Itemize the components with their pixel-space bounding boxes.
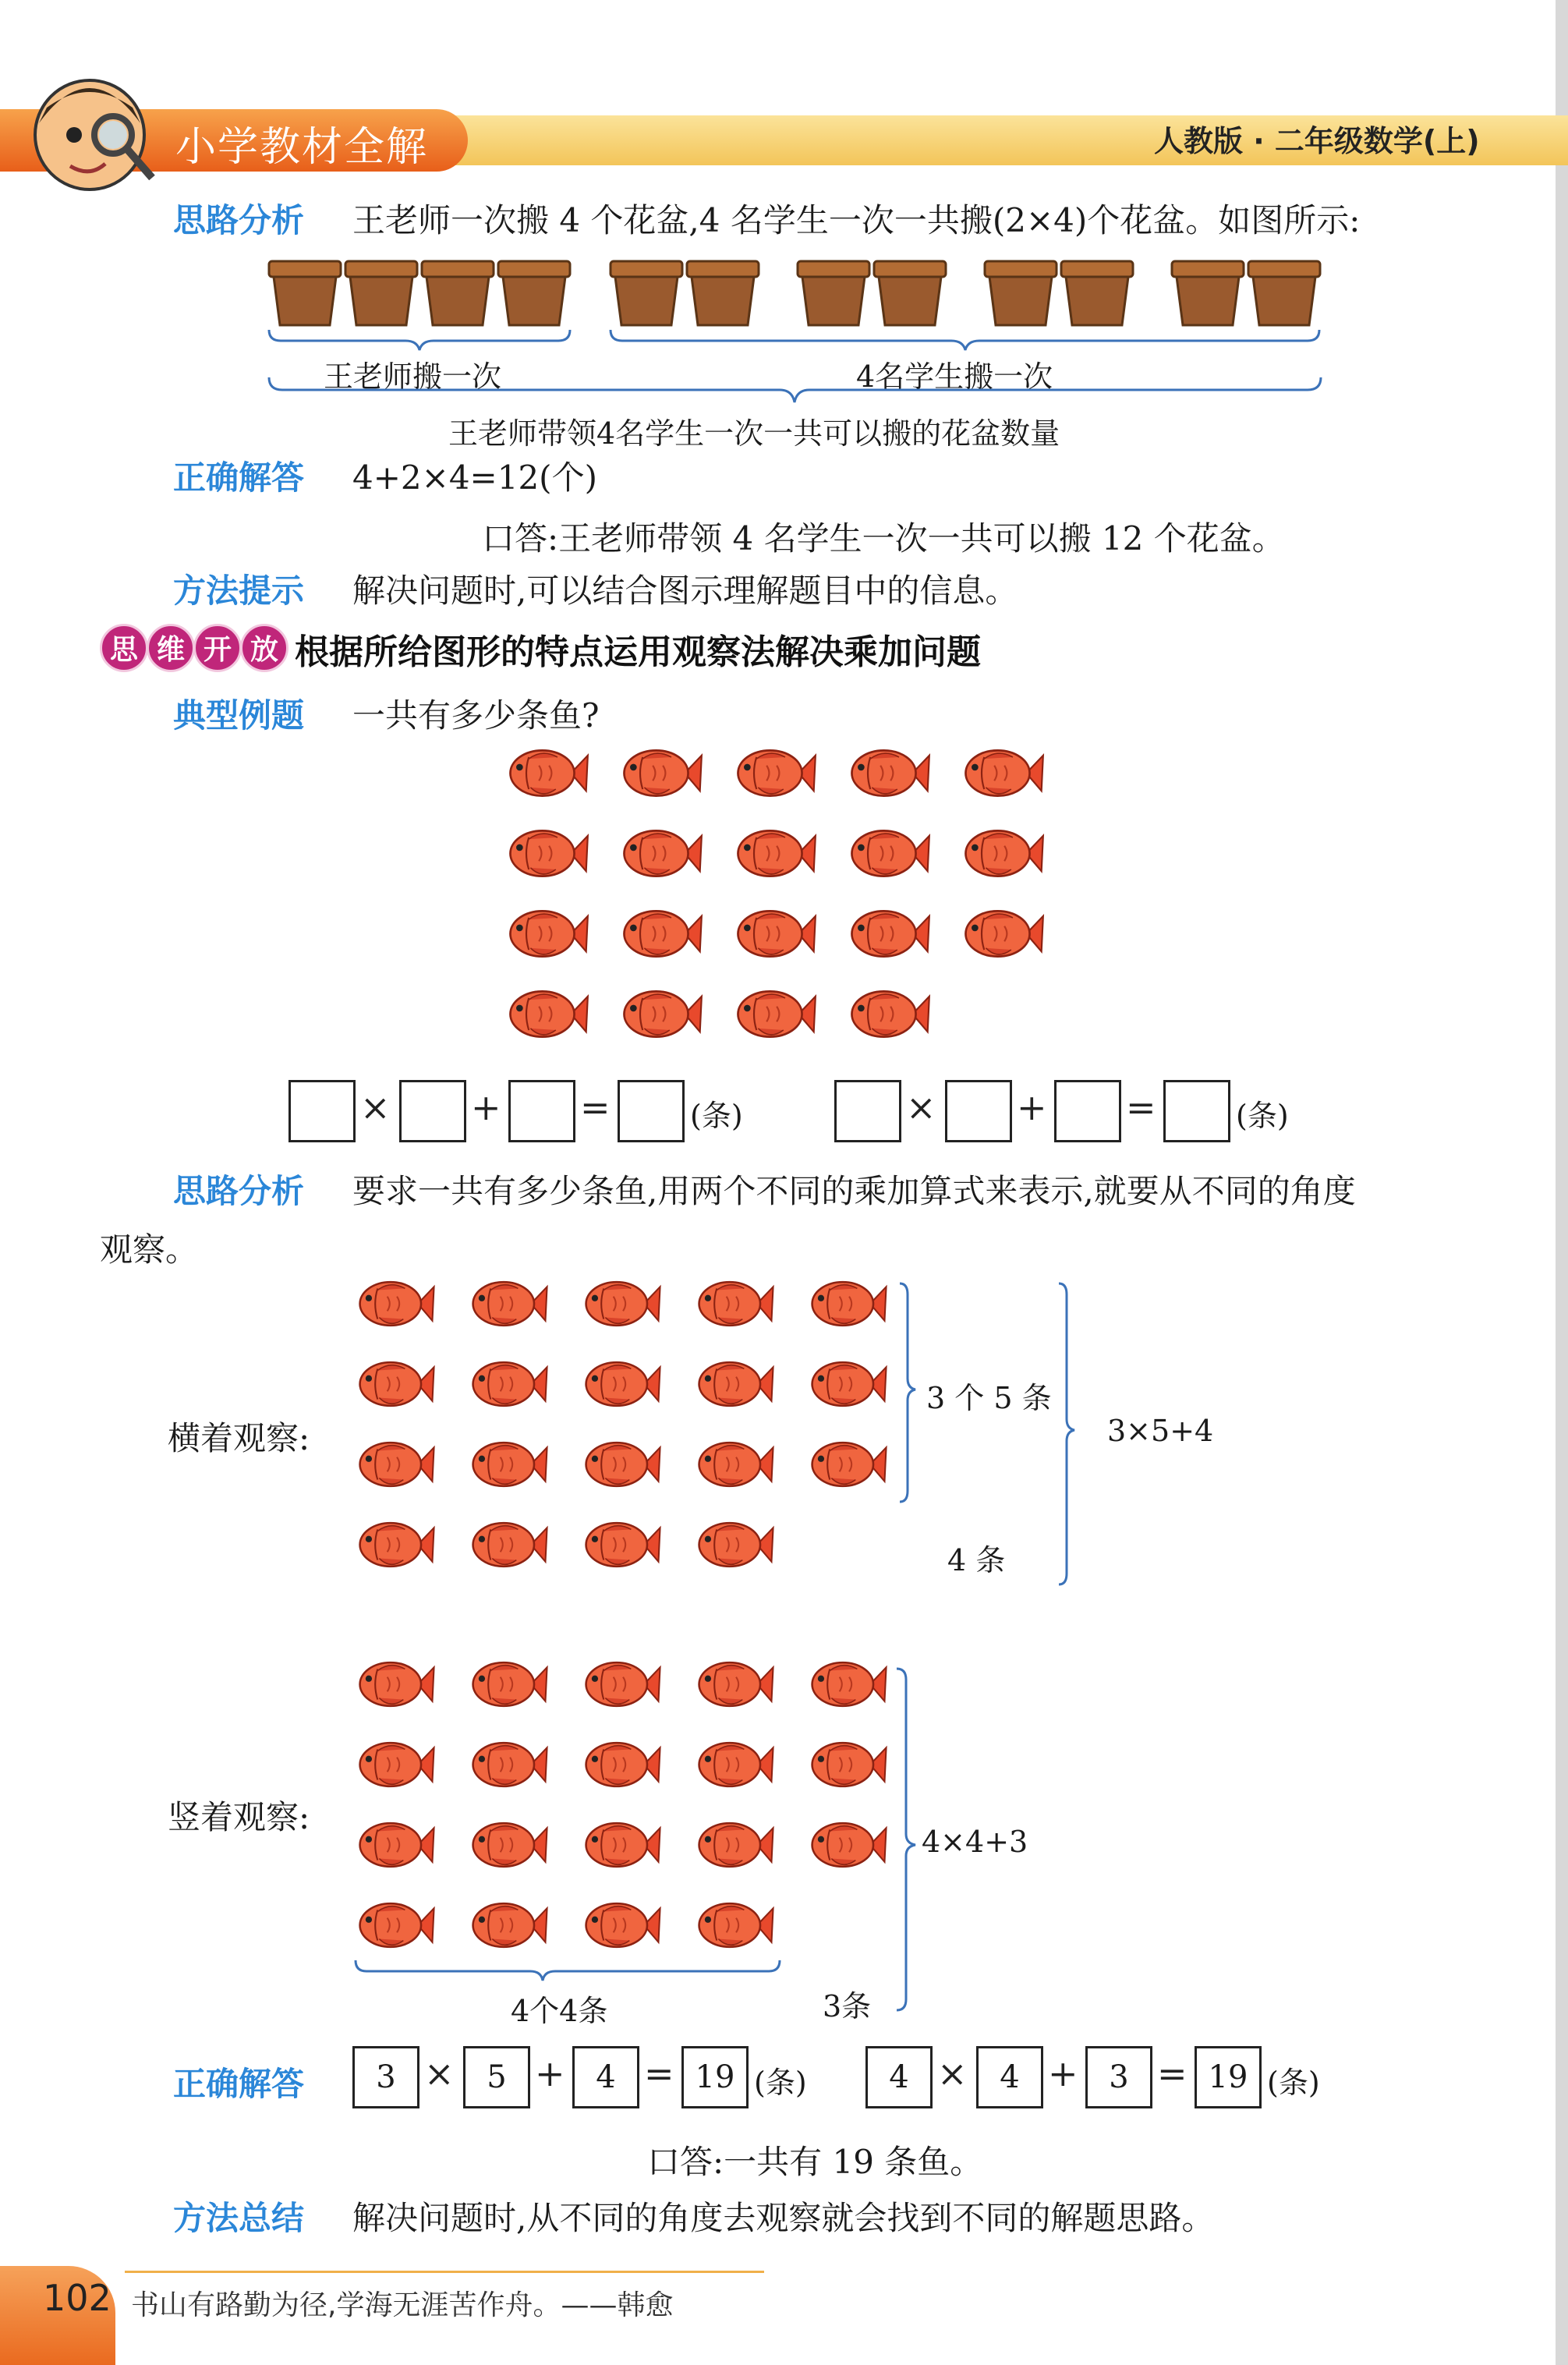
horizontal-group-label: 3 个 5 条 bbox=[926, 1381, 1052, 1415]
page-number: 102 bbox=[43, 2277, 111, 2319]
fish-icon bbox=[694, 1520, 775, 1573]
flower-pot-icon bbox=[1248, 261, 1320, 277]
flower-pot-icon bbox=[687, 261, 759, 277]
blank-box[interactable] bbox=[945, 1080, 1012, 1142]
fish-icon bbox=[581, 1439, 662, 1492]
fish-icon bbox=[847, 908, 931, 963]
horizontal-formula: 3×5+4 bbox=[1107, 1414, 1214, 1448]
fish-icon bbox=[355, 1520, 436, 1573]
filled-box: 4 bbox=[572, 2046, 639, 2108]
flower-pot-icon bbox=[1253, 277, 1315, 325]
filled-box: 4 bbox=[976, 2046, 1043, 2108]
flower-pot-icon bbox=[498, 261, 570, 277]
equals-sign: = bbox=[1157, 2052, 1188, 2094]
times-sign: × bbox=[906, 1086, 936, 1128]
fish-icon bbox=[505, 747, 589, 802]
answer-label: 正确解答 bbox=[173, 458, 305, 497]
vertical-rest-label: 3条 bbox=[823, 1989, 872, 2023]
unit-label: (条) bbox=[1236, 1099, 1289, 1133]
section-badge-1: 思 bbox=[100, 624, 148, 672]
fish-icon bbox=[355, 1439, 436, 1492]
book-edition: 人教版 · 二年级数学(上) bbox=[1154, 124, 1480, 158]
flower-pot-icon bbox=[1061, 261, 1133, 277]
fish-icon bbox=[807, 1359, 888, 1412]
answer2-label: 正确解答 bbox=[173, 2065, 305, 2103]
total-brace bbox=[265, 374, 1326, 409]
flower-pot-icon bbox=[422, 261, 494, 277]
fish-icon bbox=[694, 1279, 775, 1332]
plus-sign: + bbox=[471, 1086, 501, 1128]
fish-icon bbox=[581, 1279, 662, 1332]
fish-icon bbox=[694, 1359, 775, 1412]
equals-sign: = bbox=[644, 2052, 674, 2094]
flower-pot-icon bbox=[989, 277, 1052, 325]
analysis2-label: 思路分析 bbox=[173, 1172, 305, 1210]
flower-pot-icon bbox=[615, 277, 678, 325]
plus-sign: + bbox=[535, 2052, 565, 2094]
times-sign: × bbox=[360, 1086, 391, 1128]
vertical-group-label: 4个4条 bbox=[511, 1994, 608, 2028]
flower-pot-icon bbox=[611, 261, 682, 277]
flower-pot-icon bbox=[269, 261, 341, 277]
times-sign: × bbox=[424, 2052, 455, 2094]
fish-icon bbox=[733, 988, 817, 1043]
filled-box: 5 bbox=[463, 2046, 530, 2108]
summary-text: 解决问题时,从不同的角度去观察就会找到不同的解题思路。 bbox=[352, 2199, 1215, 2237]
fish-icon bbox=[505, 827, 589, 883]
flower-pot-icon bbox=[503, 277, 565, 325]
flower-pot-icon bbox=[345, 261, 417, 277]
book-title: 小学教材全解 bbox=[175, 124, 429, 171]
fish-icon bbox=[505, 908, 589, 963]
fish-icon bbox=[355, 1359, 436, 1412]
mascot-icon bbox=[16, 61, 164, 209]
horizontal-rest-label: 4 条 bbox=[947, 1543, 1006, 1577]
flower-pot-icon bbox=[985, 261, 1057, 277]
blank-box[interactable] bbox=[399, 1080, 466, 1142]
blank-box[interactable] bbox=[508, 1080, 575, 1142]
answer-equation: 4+2×4=12(个) bbox=[352, 458, 597, 497]
flower-pot-icon bbox=[1066, 277, 1128, 325]
brace-teacher-label: 王老师搬一次 bbox=[324, 359, 502, 394]
equals-sign: = bbox=[580, 1086, 611, 1128]
fish-icon bbox=[468, 1279, 549, 1332]
fish-icon bbox=[619, 747, 703, 802]
analysis-text: 王老师一次搬 4 个花盆,4 名学生一次一共搬(2×4)个花盆。如图所示: bbox=[352, 201, 1361, 239]
fish-icon bbox=[619, 908, 703, 963]
brace-total-label: 王老师带领4名学生一次一共可以搬的花盆数量 bbox=[448, 416, 1060, 451]
flower-pot-icon bbox=[350, 277, 412, 325]
filled-box: 19 bbox=[681, 2046, 749, 2108]
unit-label: (条) bbox=[754, 2066, 807, 2100]
fish-icon bbox=[468, 1520, 549, 1573]
filled-box: 3 bbox=[1085, 2046, 1152, 2108]
summary-label: 方法总结 bbox=[173, 2199, 305, 2237]
fish-icon bbox=[847, 747, 931, 802]
section-badge-2: 维 bbox=[147, 624, 195, 672]
fish-icon bbox=[807, 1279, 888, 1332]
answer2-reply: 口答:一共有 19 条鱼。 bbox=[647, 2143, 983, 2181]
filled-box: 4 bbox=[865, 2046, 933, 2108]
fish-icon bbox=[961, 827, 1045, 883]
flower-pot-icon bbox=[1172, 261, 1244, 277]
tip-label: 方法提示 bbox=[173, 572, 305, 610]
filled-box: 3 bbox=[352, 2046, 419, 2108]
fish-icon bbox=[581, 1359, 662, 1412]
vertical-label: 竖着观察: bbox=[168, 1798, 310, 1836]
flower-pot-icon bbox=[427, 277, 489, 325]
brace-students-label: 4名学生搬一次 bbox=[856, 359, 1053, 394]
blank-box[interactable] bbox=[618, 1080, 685, 1142]
horizontal-label: 横着观察: bbox=[168, 1419, 310, 1457]
analysis2-text-line1: 要求一共有多少条鱼,用两个不同的乘加算式来表示,就要从不同的角度 bbox=[352, 1172, 1356, 1210]
vertical-braces bbox=[351, 1653, 920, 2020]
flower-pot-icon bbox=[802, 277, 865, 325]
times-sign: × bbox=[937, 2052, 968, 2094]
blank-box[interactable] bbox=[834, 1080, 901, 1142]
fish-icon bbox=[847, 988, 931, 1043]
flower-pot-icon bbox=[1177, 277, 1239, 325]
unit-label: (条) bbox=[690, 1099, 743, 1133]
fish-icon bbox=[619, 827, 703, 883]
fish-icon bbox=[733, 908, 817, 963]
flower-pot-icon bbox=[874, 261, 946, 277]
example-label: 典型例题 bbox=[173, 696, 305, 735]
fish-icon bbox=[619, 988, 703, 1043]
fish-icon bbox=[468, 1439, 549, 1492]
fish-icon bbox=[961, 747, 1045, 802]
analysis2-text-line2: 观察。 bbox=[100, 1230, 199, 1269]
blank-box[interactable] bbox=[1163, 1080, 1230, 1142]
fish-icon bbox=[694, 1439, 775, 1492]
fish-icon bbox=[733, 827, 817, 883]
blank-box[interactable] bbox=[1054, 1080, 1121, 1142]
blank-box[interactable] bbox=[288, 1080, 356, 1142]
flower-pot-icon bbox=[692, 277, 754, 325]
filled-box: 19 bbox=[1195, 2046, 1262, 2108]
section-title: 根据所给图形的特点运用观察法解决乘加问题 bbox=[295, 632, 981, 672]
fish-icon bbox=[807, 1439, 888, 1492]
plus-sign: + bbox=[1017, 1086, 1047, 1128]
unit-label: (条) bbox=[1267, 2066, 1320, 2100]
equals-sign: = bbox=[1126, 1086, 1156, 1128]
tip-text: 解决问题时,可以结合图示理解题目中的信息。 bbox=[352, 572, 1018, 610]
analysis-label: 思路分析 bbox=[173, 201, 305, 239]
footer-quote: 书山有路勤为径,学海无涯苦作舟。——韩愈 bbox=[131, 2289, 674, 2321]
plus-sign: + bbox=[1048, 2052, 1078, 2094]
fish-icon bbox=[581, 1520, 662, 1573]
flower-pot-icon bbox=[274, 277, 336, 325]
section-badge-4: 放 bbox=[240, 624, 288, 672]
flower-pot-icon bbox=[879, 277, 941, 325]
flower-pot-icon bbox=[798, 261, 869, 277]
fish-icon bbox=[355, 1279, 436, 1332]
fish-icon bbox=[961, 908, 1045, 963]
fish-icon bbox=[505, 988, 589, 1043]
fish-icon bbox=[468, 1359, 549, 1412]
example-question: 一共有多少条鱼? bbox=[352, 696, 600, 735]
vertical-formula: 4×4+3 bbox=[922, 1825, 1028, 1859]
section-badge-3: 开 bbox=[193, 624, 242, 672]
fish-icon bbox=[733, 747, 817, 802]
fish-icon bbox=[847, 827, 931, 883]
footer-divider bbox=[125, 2271, 764, 2273]
answer-reply: 口答:王老师带领 4 名学生一次一共可以搬 12 个花盆。 bbox=[482, 519, 1285, 558]
page-edge bbox=[1556, 0, 1568, 2365]
